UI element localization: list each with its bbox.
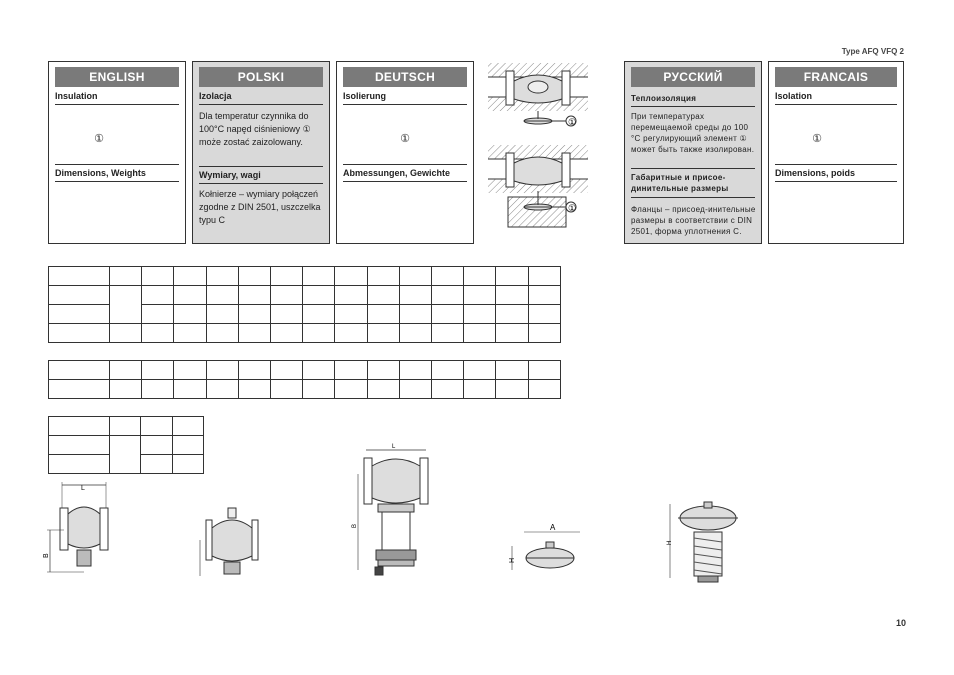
insulation-drawing <box>486 61 592 244</box>
lang-heading-francais: FRANCAIS <box>775 67 897 87</box>
lang-heading-russian: РУССКИЙ <box>631 67 755 87</box>
dimension-label-a: A <box>550 523 556 532</box>
dimensions-table-2 <box>48 360 561 399</box>
dimension-label-b: B <box>352 523 358 528</box>
symbol-one: ① <box>400 133 410 145</box>
dimensions-heading: Габаритные и присое-динительные размеры <box>631 168 755 198</box>
lang-heading-deutsch: DEUTSCH <box>343 67 467 87</box>
callout-marker: ① <box>568 117 577 127</box>
dimensions-heading: Wymiary, wagi <box>199 166 323 184</box>
panel-francais <box>768 61 904 244</box>
panel-polski <box>192 61 330 244</box>
dimensions-heading: Dimensions, Weights <box>55 164 179 182</box>
insulation-text: При температурах перемещаемой среды до 100 °C регулирующий элемент ① может быть также изолирован. <box>631 112 755 154</box>
insulation-heading: Izolacja <box>199 91 323 105</box>
dimensions-heading: Dimensions, poids <box>775 164 897 182</box>
valve-drawing-3 <box>348 444 438 580</box>
panel-english <box>48 61 186 244</box>
dimensions-heading: Abmessungen, Gewichte <box>343 164 467 182</box>
insulation-heading: Isolation <box>775 91 897 105</box>
dimension-label-h: H <box>667 540 673 545</box>
lang-heading-polski: POLSKI <box>199 67 323 87</box>
dimensions-table-1 <box>48 266 561 343</box>
insulation-heading: Теплоизоляция <box>631 94 755 107</box>
spring-actuator-drawing <box>664 496 754 586</box>
insulation-text: Dla temperatur czynnika do 100°C napęd ciśnieniowy ① może zostać zaizolowany. <box>199 111 311 147</box>
symbol-one: ① <box>812 133 822 145</box>
insulation-heading: Insulation <box>55 91 179 105</box>
symbol-one: ① <box>94 133 104 145</box>
dimension-label-b: B <box>43 553 50 558</box>
dimension-label-h: H <box>509 557 516 563</box>
dimensions-text: Фланцы – присоед-инительные размеры в соответствии с DIN 2501, форма уплотнения C. <box>631 205 756 236</box>
dimension-label-l: L <box>392 444 396 450</box>
dimension-label-l: L <box>81 485 85 492</box>
dimensions-text: Kołnierze – wymiary połączeń zgodne z DIN 2501, uszczelka typu C <box>199 189 321 225</box>
lang-heading-english: ENGLISH <box>55 67 179 87</box>
valve-drawing-1 <box>44 480 124 580</box>
valve-drawing-2 <box>196 506 276 582</box>
panel-deutsch <box>336 61 474 244</box>
insulation-heading: Isolierung <box>343 91 467 105</box>
page-number: 10 <box>895 618 906 628</box>
actuator-drawing <box>508 520 588 576</box>
weights-table <box>48 416 204 474</box>
callout-marker: ① <box>568 203 577 213</box>
document-type-label: Type AFQ VFQ 2 <box>841 47 904 56</box>
panel-russian <box>624 61 762 244</box>
